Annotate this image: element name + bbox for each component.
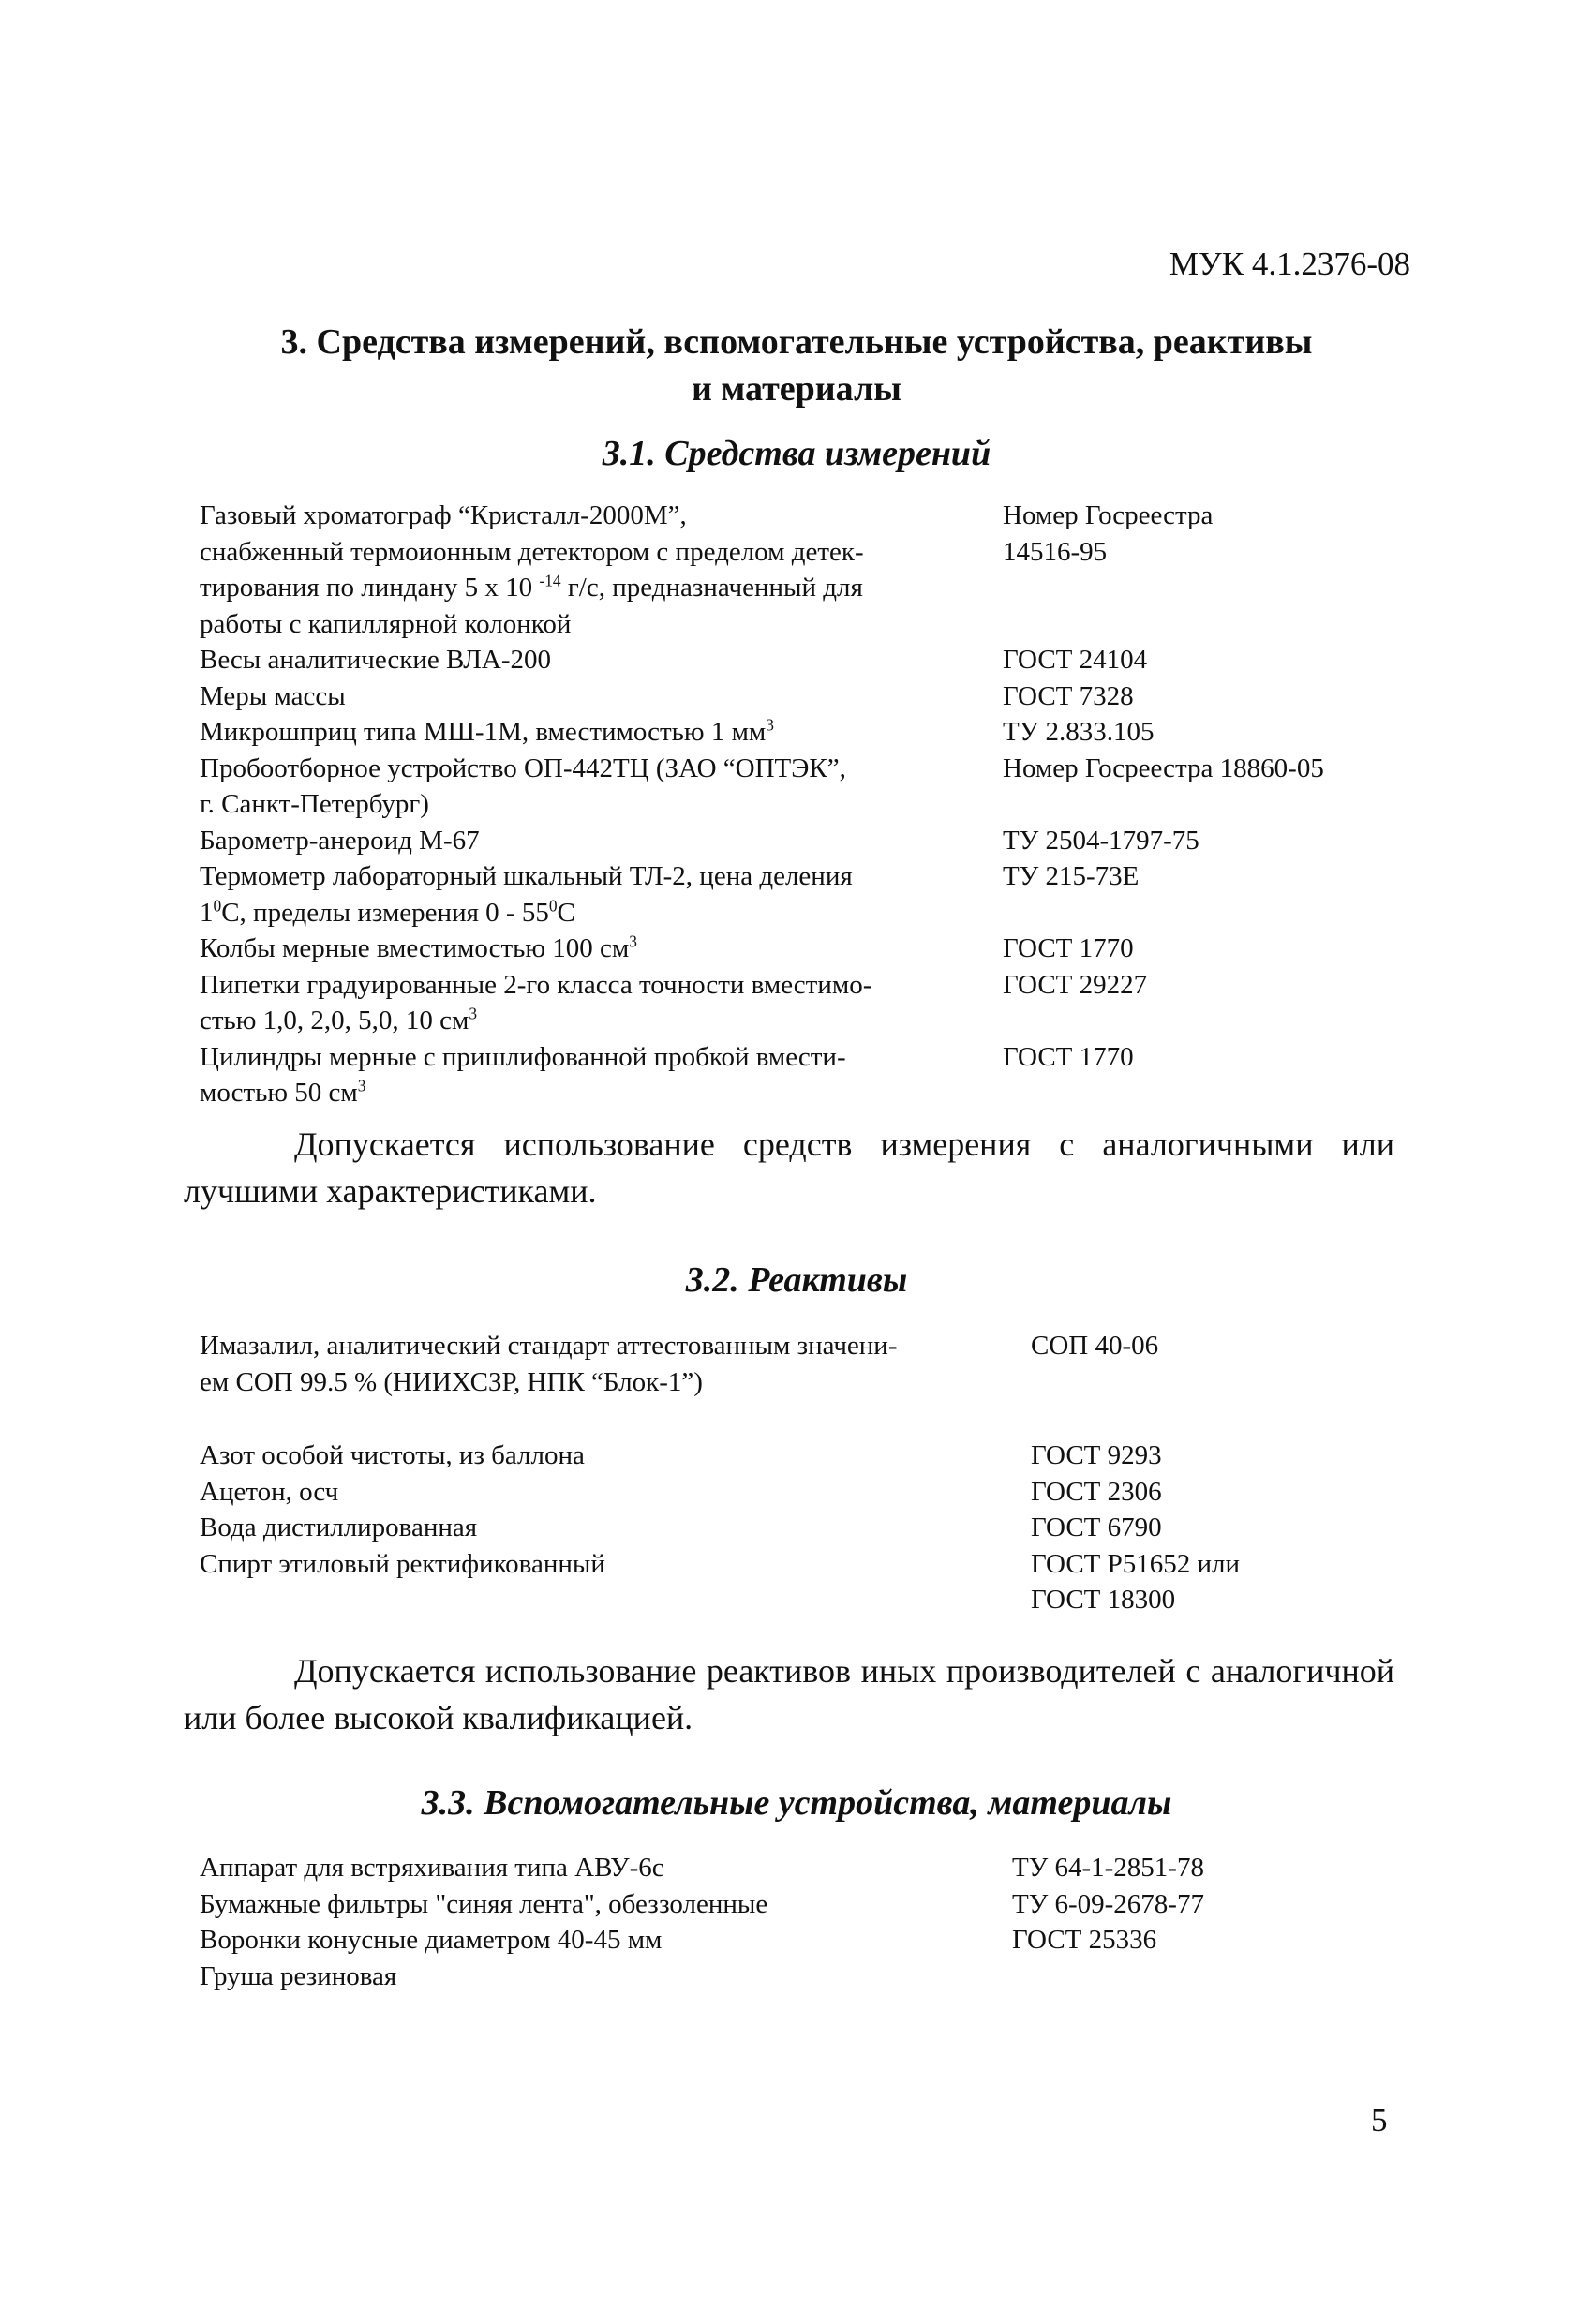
- page-number: 5: [1371, 2102, 1388, 2138]
- item-name: Колбы мерные вместимостью 100 $см^3$: [200, 931, 637, 963]
- list-item: [200, 642, 1418, 678]
- item-reference: ГОСТ 1770: [1003, 1041, 1134, 1072]
- item-reference: СОП 40-06: [1031, 1331, 1159, 1361]
- section-title-line-1: 3. Средства измерений, вспомогательные устройства, реактивы: [280, 322, 1313, 362]
- item-name: Пробоотборное устройство ОП-442ТЦ (ЗАО “ОПТЭК”, г. Санкт-Петербург): [200, 752, 846, 819]
- item-name: Весы аналитические ВЛА-200: [200, 645, 552, 675]
- item-name: Микрошприц типа МШ-1М, вместимостью 1 $мм^3$: [200, 715, 774, 747]
- auxiliary-list: [200, 1850, 1418, 1994]
- item-name: Газовый хроматограф “Кристалл-2000М”, снабженный термоионным детектором с пределом детек- тирования по линдану 5 х 10 $^{-14}$ г/с, предназначенный для работы с капиллярной колонкой: [200, 500, 864, 639]
- list-item: [200, 714, 1418, 751]
- item-reference: ГОСТ 25336: [1012, 1925, 1157, 1955]
- item-reference: ГОСТ 29227: [1003, 969, 1148, 1000]
- item-reference: ГОСТ 6790: [1031, 1512, 1162, 1542]
- list-item: [200, 751, 1418, 823]
- document-code: МУК 4.1.2376-08: [1169, 246, 1410, 282]
- item-reference: ТУ 215-73Е: [1003, 861, 1140, 891]
- item-name: Барометр-анероид М-67: [200, 825, 480, 856]
- list-item: [200, 1850, 1418, 1886]
- list-item: [200, 1546, 1418, 1615]
- item-name: Воронки конусные диаметром 40-45 мм: [200, 1925, 663, 1955]
- section-title: [141, 319, 1452, 412]
- item-name: Пипетки градуированные 2-го класса точности вместимо- стью 1,0, 2,0, 5,0, 10 $см^3$: [200, 969, 872, 1035]
- list-item: [200, 931, 1418, 967]
- item-reference: ГОСТ 9293: [1031, 1440, 1162, 1470]
- list-item: [200, 858, 1418, 931]
- item-reference: ТУ 64-1-2851-78: [1012, 1853, 1204, 1883]
- list-item: [200, 823, 1418, 859]
- item-name: Спирт этиловый ректификованный: [200, 1548, 605, 1579]
- item-reference: Номер Госреестра 18860-05: [1003, 752, 1324, 783]
- item-name: Ацетон, осч: [200, 1476, 339, 1507]
- item-name: Имазалил, аналитический стандарт аттестованным значени- ем СОП 99.5 % (НИИХСЗР, НПК “Блок-1”): [200, 1331, 898, 1397]
- list-item: [200, 1959, 1418, 1995]
- item-name: Меры массы: [200, 680, 346, 711]
- subsection-heading-reagents: 3.2. Реактивы: [685, 1260, 908, 1300]
- list-item: [200, 1510, 1418, 1546]
- list-item: [200, 498, 1418, 642]
- measuring-instruments-list: [200, 498, 1418, 1111]
- list-item: [200, 967, 1418, 1039]
- item-name: Цилиндры мерные с пришлифованной пробкой вмести- мостью 50 $см^3$: [200, 1041, 846, 1108]
- list-item: [200, 1886, 1418, 1923]
- item-reference: ТУ 2.833.105: [1003, 717, 1155, 747]
- note-reagents: Допускается использование реактивов иных производителей с аналогичной или более высокой квалификацией.: [184, 1652, 1394, 1736]
- list-item: [200, 1039, 1418, 1111]
- list-item: [200, 1328, 1418, 1400]
- list-item: [200, 1438, 1418, 1474]
- item-reference: Номер Госреестра 14516-95: [1003, 500, 1214, 567]
- item-reference: ГОСТ 2306: [1031, 1476, 1162, 1507]
- item-reference: ТУ 6-09-2678-77: [1012, 1888, 1204, 1919]
- list-item: [200, 1474, 1418, 1511]
- section-title-line-2: и материалы: [692, 369, 901, 409]
- subsection-heading-measuring-instruments: 3.1. Средства измерений: [602, 434, 991, 473]
- subsection-heading-auxiliary: 3.3. Вспомогательные устройства, материалы: [421, 1783, 1172, 1823]
- list-item: [200, 678, 1418, 715]
- item-name: Термометр лабораторный шкальный ТЛ-2, цена деления $1^0С$, пределы измерения $0 - 55^0С$: [200, 861, 853, 928]
- item-name: Аппарат для встряхивания типа АВУ-6с: [200, 1853, 664, 1883]
- note-measuring-instruments: Допускается использование средств измерения с аналогичными или лучшими характеристиками.: [184, 1125, 1394, 1210]
- item-reference: ГОСТ 1770: [1003, 933, 1134, 963]
- item-name: Груша резиновая: [200, 1960, 397, 1991]
- item-reference: ТУ 2504-1797-75: [1003, 825, 1199, 856]
- item-name: Вода дистиллированная: [200, 1512, 478, 1542]
- item-reference: ГОСТ Р51652 или ГОСТ 18300: [1031, 1548, 1241, 1615]
- reagents-list: [200, 1328, 1418, 1615]
- item-name: Бумажные фильтры "синяя лента", обеззоленные: [200, 1888, 768, 1919]
- item-reference: ГОСТ 7328: [1003, 680, 1134, 711]
- item-reference: ГОСТ 24104: [1003, 645, 1148, 675]
- item-name: Азот особой чистоты, из баллона: [200, 1440, 585, 1470]
- list-item: [200, 1922, 1418, 1959]
